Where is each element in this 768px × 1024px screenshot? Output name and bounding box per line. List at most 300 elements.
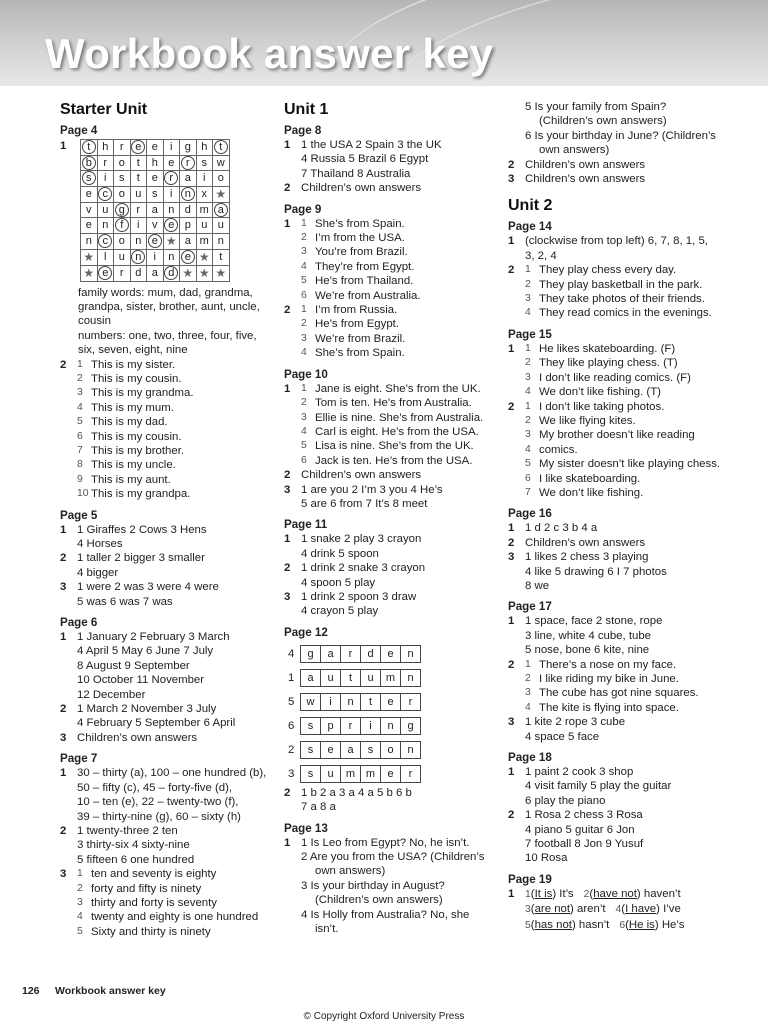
answer-row: [508, 143, 726, 157]
exercise-list: [60, 358, 272, 502]
letter-box: m: [381, 669, 401, 686]
answer-row: [508, 472, 726, 486]
answer-row: [60, 702, 272, 716]
letter-box: n: [401, 741, 421, 758]
exercise-number: [508, 371, 525, 385]
page-heading: Page 5: [60, 508, 98, 522]
letter-box: r: [401, 765, 421, 782]
item-number: 3: [525, 293, 531, 305]
unit-heading: Unit 1: [284, 101, 329, 118]
wordsearch-letter: n: [85, 235, 92, 247]
answer-row: [508, 263, 726, 277]
page-heading: Page 19: [508, 872, 552, 886]
wordsearch-letter: p: [184, 219, 191, 232]
wordsearch-letter: r: [119, 267, 124, 279]
answer-row: [284, 468, 496, 482]
wordsearch-cell: [213, 249, 230, 265]
exercise-number: [508, 306, 525, 320]
answer-row: [284, 800, 496, 814]
answer-row: [60, 716, 272, 730]
column-2: [284, 100, 496, 936]
answer-row: [284, 411, 496, 425]
exercise-number: 1: [60, 140, 67, 152]
page-heading: Page 8: [284, 124, 322, 137]
item-number: 5: [525, 458, 531, 470]
answer-text: 5 was 6 was 7 was: [77, 595, 173, 608]
answer-text: twenty and eighty is one hundred: [91, 911, 259, 924]
word-boxes: [300, 693, 421, 711]
exercise-number: [508, 672, 525, 686]
exercise-number: [508, 356, 525, 370]
answer-text: (clockwise from top left) 6, 7, 8, 1, 5,: [525, 235, 708, 248]
answer-row: [284, 152, 496, 166]
exercise-number: [60, 444, 77, 458]
exercise-number: [60, 473, 77, 487]
answer-text: 3(are not) aren’t 4(I have) I’ve: [525, 903, 681, 916]
exercise-number: 2: [284, 304, 291, 317]
answer-row: [508, 356, 726, 370]
letter-box: e: [381, 645, 401, 662]
answer-text: We don’t like fishing.: [539, 486, 644, 499]
wordsearch-cell: [163, 186, 180, 202]
answer-row: [508, 249, 726, 263]
wordsearch-block: [60, 139, 272, 282]
exercise-number: 1: [60, 523, 67, 536]
answer-row: [284, 396, 496, 410]
answer-row: [60, 644, 272, 658]
answer-text: own answers): [315, 865, 386, 878]
answer-row: [284, 138, 496, 152]
wordsearch-cell: [196, 265, 213, 281]
answer-text: Jack is ten. He’s from the USA.: [315, 454, 473, 467]
item-number: 2: [301, 318, 307, 330]
star-icon: ★: [165, 233, 177, 248]
word-grid: [284, 642, 496, 786]
wordsearch-cell: [213, 265, 230, 281]
page-heading: Page 15: [508, 327, 552, 341]
answer-text: 4 like 5 drawing 6 I 7 photos: [525, 565, 667, 578]
exercise-number: 2: [508, 158, 515, 171]
exercise-number: [284, 260, 301, 274]
wordsearch-letter: t: [214, 140, 228, 154]
answer-text: We’re from Brazil.: [315, 332, 406, 345]
wordsearch-letter: b: [82, 156, 96, 170]
answer-text: We like flying kites.: [539, 414, 636, 427]
answer-row: [284, 167, 496, 181]
answer-row: [60, 401, 272, 415]
word-boxes: [300, 765, 421, 783]
answer-text: They like playing chess. (T): [539, 357, 678, 370]
answer-row: [60, 372, 272, 386]
answer-text: The kite is flying into space.: [539, 701, 679, 714]
wordsearch-cell: [147, 155, 164, 171]
item-number: 6: [77, 430, 83, 442]
word-boxes: [300, 669, 421, 687]
wordsearch-cell: [180, 233, 197, 249]
item-number: 4: [525, 307, 531, 319]
wordsearch-letter: v: [152, 219, 158, 232]
answer-row: [508, 686, 726, 700]
exercise-number: [60, 386, 77, 400]
item-number: 2: [583, 888, 590, 900]
wordsearch-row: [81, 265, 230, 281]
unit-heading: Unit 2: [508, 197, 553, 215]
column-3: [508, 100, 726, 933]
answer-row: [60, 673, 272, 687]
wordsearch-letter: m: [199, 203, 209, 216]
exercise-number: 2: [284, 562, 291, 575]
wordsearch-letter: i: [137, 219, 140, 232]
note-line: cousin: [78, 315, 111, 328]
wordsearch-cell: [147, 218, 164, 234]
exercise-number: [508, 278, 525, 292]
star-icon: ★: [198, 265, 210, 280]
page-number: 126: [22, 985, 40, 997]
letter-box: e: [381, 693, 401, 710]
contraction-short: He’s: [661, 918, 685, 931]
answer-text: This is my aunt.: [91, 473, 171, 486]
exercise-list: [60, 523, 272, 609]
wordsearch-cell: [147, 249, 164, 265]
answer-text: (Children’s own answers): [315, 894, 443, 907]
answer-row: [508, 371, 726, 385]
answer-text: 1 d 2 c 3 b 4 a: [525, 522, 598, 535]
wordsearch-letter: e: [164, 218, 178, 232]
wordsearch-letter: i: [170, 188, 173, 200]
wordsearch-cell: [147, 140, 164, 156]
answer-row: [60, 430, 272, 444]
answer-text: 5 Is your family from Spain?: [525, 101, 667, 113]
exercise-number: 1: [508, 235, 515, 248]
answer-row: [284, 864, 496, 878]
wordsearch-letter: d: [164, 266, 178, 280]
answer-text: This is my cousin.: [91, 372, 182, 385]
word-box-row: [301, 765, 421, 782]
letter-box: u: [361, 669, 381, 686]
answer-text: 1 drink 2 spoon 3 draw: [301, 590, 417, 603]
item-number: 8: [77, 459, 83, 471]
exercise-list: [508, 765, 726, 866]
exercise-number: [60, 537, 77, 551]
word-box-row: [301, 669, 421, 686]
contraction-original: have not: [593, 887, 637, 900]
answer-row: [60, 537, 272, 551]
item-number: 1: [525, 888, 531, 900]
wordsearch-letter: n: [181, 187, 195, 201]
item-number: 4: [615, 904, 622, 916]
exercise-list: [284, 836, 496, 937]
page-header-banner: [0, 0, 768, 86]
answer-text: Children’s own answers: [525, 158, 646, 171]
answer-row: [60, 444, 272, 458]
exercise-number: [508, 428, 525, 442]
star-icon: ★: [215, 265, 227, 280]
wordsearch-letter: o: [118, 156, 125, 169]
exercise-number: [508, 565, 525, 579]
wordsearch-letter: o: [217, 172, 224, 185]
answer-row: [508, 306, 726, 320]
wordsearch-cell: [81, 249, 98, 265]
exercise-list: [60, 766, 272, 939]
wordsearch-letter: t: [136, 172, 140, 185]
exercise-number: [60, 644, 77, 658]
answer-text: He likes skateboarding. (F): [539, 342, 676, 355]
answer-row: [508, 902, 726, 917]
exercise-number: [60, 673, 77, 687]
wordsearch-cell: [147, 233, 164, 249]
answer-row: [508, 658, 726, 672]
exercise-number: 2: [60, 552, 67, 565]
answer-text: They read comics in the evenings.: [539, 307, 712, 320]
answer-text: Sixty and thirty is ninety: [91, 925, 211, 938]
answer-text: 1 twenty-three 2 ten: [77, 824, 178, 837]
wordsearch-cell: [196, 140, 213, 156]
answer-row: [284, 532, 496, 546]
exercise-number: 1: [508, 887, 515, 900]
contraction-short: hasn’t: [578, 918, 610, 931]
word-number: 5: [288, 695, 295, 708]
exercise-number: 1: [284, 139, 291, 151]
contraction-short: haven’t: [643, 887, 681, 900]
item-number: 6: [619, 919, 626, 931]
letter-box: a: [321, 645, 341, 662]
item-number: 6: [301, 289, 307, 301]
answer-row: [508, 701, 726, 715]
word-number: 1: [288, 671, 295, 684]
answer-row: [508, 100, 726, 114]
answer-text: 4 space 5 face: [525, 730, 600, 743]
exercise-number: [284, 152, 301, 166]
exercise-number: [508, 629, 525, 643]
word-box-row: [301, 717, 421, 734]
word-box-row: [301, 645, 421, 662]
exercise-number: [508, 292, 525, 306]
exercise-number: [284, 411, 301, 425]
item-number: 3: [77, 387, 83, 399]
item-number: 2: [301, 397, 307, 409]
answer-text: own answers): [539, 144, 610, 157]
wordsearch-letter: f: [115, 218, 129, 232]
letter-box: p: [321, 717, 341, 734]
wordsearch-letter: n: [135, 235, 142, 247]
answer-text: Children’s own answers: [301, 182, 422, 195]
exercise-number: [60, 458, 77, 472]
exercise-number: [284, 396, 301, 410]
exercise-number: 2: [284, 786, 291, 799]
letter-box: u: [321, 765, 341, 782]
word-boxes: [300, 741, 421, 759]
answer-text: 10 October 11 November: [77, 674, 205, 687]
exercise-number: 2: [508, 400, 515, 413]
exercise-number: [508, 794, 525, 808]
answer-text: 8 we: [525, 579, 550, 592]
answer-row: [508, 918, 726, 933]
wordsearch-cell: [196, 233, 213, 249]
answer-row: [508, 400, 726, 414]
item-number: 6: [301, 454, 307, 466]
answer-text: isn’t.: [315, 923, 339, 936]
exercise-list: [508, 100, 726, 186]
wordsearch-letter: n: [131, 250, 145, 264]
item-number: 4: [525, 443, 531, 455]
star-icon: ★: [83, 265, 95, 280]
answer-text: 1 the USA 2 Spain 3 the UK: [301, 139, 442, 151]
item-number: 4: [301, 425, 307, 437]
exercise-number: [60, 838, 77, 852]
wordsearch-letter: a: [151, 267, 158, 279]
wordsearch-cell: [114, 155, 131, 171]
contraction-original: are not: [534, 903, 571, 916]
answer-text: 5(has not) hasn’t 6(He is) He’s: [525, 918, 685, 931]
wordsearch-letter: h: [102, 141, 109, 154]
exercise-number: [284, 425, 301, 439]
answer-row: [508, 129, 726, 143]
wordsearch-letter: i: [153, 251, 156, 263]
letter-box: r: [341, 645, 361, 662]
answer-text: 1(It is) It’s 2(have not) haven’t: [525, 887, 681, 900]
answer-row: [508, 715, 726, 729]
answer-text: This is my grandpa.: [91, 488, 191, 501]
answer-row: [284, 317, 496, 331]
answer-text: Tom is ten. He’s from Australia.: [315, 397, 472, 410]
exercise-number: [284, 576, 301, 590]
answer-row: [508, 234, 726, 248]
word-row: [288, 762, 496, 786]
answer-row: [508, 414, 726, 428]
answer-row: [508, 342, 726, 356]
letter-box: s: [301, 741, 321, 758]
exercise-number: [508, 643, 525, 657]
answer-text: 7 Thailand 8 Australia: [301, 167, 411, 180]
exercise-number: [508, 414, 525, 428]
wordsearch-letter: e: [98, 266, 112, 280]
answer-text: They play chess every day.: [539, 264, 677, 277]
answer-text: 4 Horses: [77, 538, 123, 550]
page-heading: Page 9: [284, 202, 322, 216]
wordsearch-letter: u: [201, 219, 208, 232]
item-number: 2: [77, 372, 83, 384]
wordsearch-row: [81, 186, 230, 202]
family-words: [60, 286, 272, 329]
answer-text: 1 taller 2 bigger 3 smaller: [77, 552, 205, 565]
answer-row: [284, 303, 496, 317]
answer-row: [60, 659, 272, 673]
page-heading: Page 12: [284, 625, 328, 639]
letter-box: s: [361, 741, 381, 758]
contraction-original: It is: [534, 887, 553, 900]
answer-text: This is my sister.: [91, 358, 176, 371]
answer-text: 6 play the piano: [525, 794, 606, 807]
exercise-number: [284, 604, 301, 618]
answer-row: [284, 547, 496, 561]
page-heading: Page 18: [508, 751, 552, 765]
answer-row: [508, 521, 726, 535]
answer-text: I like riding my bike in June.: [539, 673, 679, 685]
exercise-number: [508, 457, 525, 471]
wordsearch-cell: [97, 155, 114, 171]
wordsearch-cell: [147, 171, 164, 187]
answer-text: 4 Is Holly from Australia? No, she: [301, 908, 470, 921]
answer-text: This is my mum.: [91, 401, 174, 414]
answer-text: Jane is eight. She’s from the UK.: [315, 382, 481, 395]
wordsearch-cell: [180, 218, 197, 234]
contraction-short: aren’t: [577, 903, 606, 916]
item-number: 1: [525, 342, 531, 354]
answer-text: There’s a nose on my face.: [539, 658, 677, 671]
note-line: grandpa, sister, brother, aunt, uncle,: [78, 300, 260, 313]
exercise-number: [508, 730, 525, 744]
page-heading: Page 16: [508, 507, 552, 521]
column-1: [60, 100, 272, 939]
exercise-number: [508, 443, 525, 457]
letter-box: g: [401, 717, 421, 734]
wordsearch-letter: r: [181, 156, 195, 170]
wordsearch-cell: [130, 233, 147, 249]
exercise-number: [60, 415, 77, 429]
answer-row: [508, 292, 726, 306]
wordsearch-cell: [196, 155, 213, 171]
exercise-number: [508, 902, 525, 917]
wordsearch-letter: h: [151, 156, 158, 169]
page-heading: Page 13: [284, 821, 328, 835]
item-number: 2: [525, 414, 531, 426]
answer-text: 3, 2, 4: [525, 249, 557, 262]
exercise-number: [60, 401, 77, 415]
item-number: 2: [77, 882, 83, 894]
wordsearch-cell: [180, 265, 197, 281]
wordsearch-letter: e: [148, 234, 162, 248]
exercise-number: 2: [60, 358, 67, 371]
note-line: numbers: one, two, three, four, five,: [78, 329, 257, 342]
answer-text: 7 a 8 a: [301, 801, 336, 814]
answer-text: 4 bigger: [77, 566, 119, 579]
exercise-number: 2: [284, 469, 291, 482]
answer-row: [60, 386, 272, 400]
wordsearch-cell: [114, 249, 131, 265]
item-number: 4: [525, 386, 531, 398]
note-line: family words: mum, dad, grandma,: [78, 286, 253, 299]
answer-text: 8 August 9 September: [77, 659, 190, 672]
answer-text: Ellie is nine. She’s from Australia.: [315, 411, 484, 424]
wordsearch-letter: d: [184, 203, 191, 216]
wordsearch-cell: [97, 265, 114, 281]
exercise-number: 2: [284, 182, 291, 195]
wordsearch-letter: t: [136, 156, 140, 169]
exercise-number: [284, 497, 301, 511]
wordsearch-row: [81, 140, 230, 156]
answer-row: [508, 443, 726, 457]
exercise-number: 1: [508, 615, 515, 628]
exercise-number: [60, 896, 77, 910]
answer-text: comics.: [539, 443, 578, 456]
letter-box: a: [301, 669, 321, 686]
item-number: 7: [525, 486, 531, 498]
answer-row: [284, 454, 496, 468]
wordsearch-cell: [196, 202, 213, 218]
contraction-original: He is: [628, 918, 655, 931]
wordsearch-cell: [114, 218, 131, 234]
exercise-number: [284, 908, 301, 922]
letter-box: u: [321, 669, 341, 686]
answer-text: 1 likes 2 chess 3 playing: [525, 551, 649, 564]
wordsearch-cell: [180, 171, 197, 187]
exercise-list: [508, 614, 726, 744]
answer-row: [508, 730, 726, 744]
answer-text: 4 April 5 May 6 June 7 July: [77, 645, 214, 658]
answer-text: 4 Russia 5 Brazil 6 Egypt: [301, 153, 429, 166]
wordsearch-letter: r: [164, 171, 178, 185]
answer-text: Children’s own answers: [525, 173, 646, 186]
